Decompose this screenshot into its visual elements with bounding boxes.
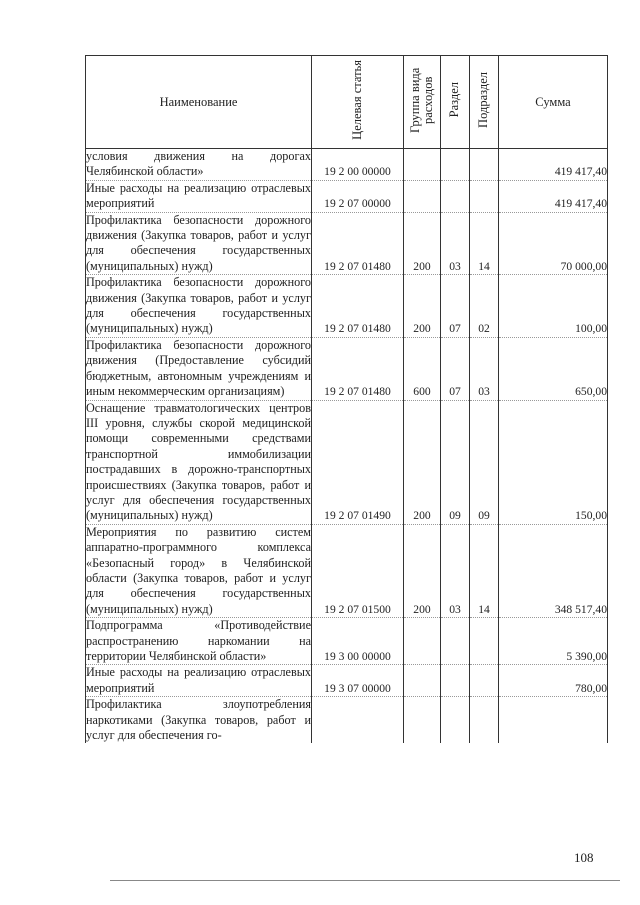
row-name: Мероприятия по развитию систем аппаратно-программного комплекса «Безопасный город» в Челябинской области (Закупка товаров, работ и услуг для обеспечения государственных (муниципальных) нужд) <box>86 524 311 616</box>
header-target-article-label: Целевая статья <box>349 60 364 140</box>
row-sum <box>499 697 608 744</box>
table-row <box>86 275 608 338</box>
row-subsection <box>470 697 499 744</box>
row-expense-group <box>404 618 441 665</box>
row-sum: 780,00 <box>499 665 608 697</box>
header-subsection <box>470 56 499 149</box>
table-row <box>86 149 608 181</box>
header-section <box>441 56 470 149</box>
row-name: Подпрограмма «Противодействие распространению наркомании на территории Челябинской области» <box>86 618 311 663</box>
header-expense-group <box>404 56 441 149</box>
row-section: 03 <box>441 524 470 617</box>
row-sum: 70 000,00 <box>499 212 608 275</box>
header-target-article <box>312 56 404 149</box>
row-section <box>441 618 470 665</box>
header-sum: Сумма <box>499 56 608 149</box>
row-target-article <box>312 697 404 744</box>
table-row <box>86 697 608 744</box>
row-subsection: 09 <box>470 400 499 524</box>
row-section: 07 <box>441 337 470 400</box>
table-row <box>86 400 608 524</box>
row-subsection <box>470 665 499 697</box>
row-name: Иные расходы на реализацию отраслевых мероприятий <box>86 180 311 211</box>
table-row <box>86 180 608 212</box>
row-subsection <box>470 618 499 665</box>
row-sum: 419 417,40 <box>499 180 608 212</box>
row-name: Профилактика злоупотребления наркотиками (Закупка товаров, работ и услуг для обеспечения го- <box>86 697 311 743</box>
row-expense-group <box>404 697 441 744</box>
table-header-row <box>86 56 608 149</box>
table-row <box>86 337 608 400</box>
row-sum: 5 390,00 <box>499 618 608 665</box>
row-expense-group: 600 <box>404 337 441 400</box>
row-sum: 650,00 <box>499 337 608 400</box>
row-sum: 150,00 <box>499 400 608 524</box>
row-expense-group: 200 <box>404 212 441 275</box>
row-target-article: 19 2 07 00000 <box>312 180 404 212</box>
row-subsection: 02 <box>470 275 499 338</box>
header-name: Наименование <box>86 56 312 149</box>
row-sum: 348 517,40 <box>499 524 608 617</box>
header-section-label: Раздел <box>447 82 462 118</box>
row-section <box>441 697 470 744</box>
row-subsection <box>470 149 499 181</box>
footer-divider <box>110 880 620 881</box>
row-sum: 419 417,40 <box>499 149 608 181</box>
row-target-article: 19 3 07 00000 <box>312 665 404 697</box>
row-target-article: 19 2 07 01500 <box>312 524 404 617</box>
row-subsection: 14 <box>470 524 499 617</box>
page-number: 108 <box>574 850 594 865</box>
row-target-article: 19 2 07 01480 <box>312 275 404 338</box>
row-expense-group <box>404 149 441 181</box>
row-expense-group: 200 <box>404 524 441 617</box>
row-sum: 100,00 <box>499 275 608 338</box>
row-name: условия движения на дорогах Челябинской области» <box>86 149 311 179</box>
row-expense-group: 200 <box>404 400 441 524</box>
row-section: 03 <box>441 212 470 275</box>
budget-table <box>85 55 608 743</box>
row-expense-group: 200 <box>404 275 441 338</box>
row-target-article: 19 2 00 00000 <box>312 149 404 181</box>
row-name: Профилактика безопасности дорожного движения (Закупка товаров, работ и услуг для обеспечения государственных (муниципальных) нужд) <box>86 212 311 273</box>
row-target-article: 19 2 07 01490 <box>312 400 404 524</box>
row-subsection: 03 <box>470 337 499 400</box>
row-section <box>441 665 470 697</box>
table-row <box>86 618 608 665</box>
header-expense-group-label: Группа вида расходов <box>407 67 435 133</box>
row-target-article: 19 2 07 01480 <box>312 212 404 275</box>
row-target-article: 19 3 00 00000 <box>312 618 404 665</box>
row-subsection <box>470 180 499 212</box>
table-row <box>86 212 608 275</box>
row-subsection: 14 <box>470 212 499 275</box>
row-section <box>441 180 470 212</box>
row-expense-group <box>404 665 441 697</box>
row-name: Оснащение травматологических центров III уровня, службы скорой медицинской помощи современными средствами транспортной иммобилизации пострадавших в дорожно-транспортных происшествиях (Закупка товаров, работ и услуг для обеспечения государственных (муниципальных) нужд) <box>86 400 311 523</box>
row-section: 09 <box>441 400 470 524</box>
row-expense-group <box>404 180 441 212</box>
row-target-article: 19 2 07 01480 <box>312 337 404 400</box>
row-name: Профилактика безопасности дорожного движения (Предоставление субсидий бюджетным, автономным учреждениям и иным некоммерческим организациям) <box>86 337 311 399</box>
row-section <box>441 149 470 181</box>
table-row <box>86 665 608 697</box>
header-subsection-label: Подраздел <box>476 72 491 128</box>
row-section: 07 <box>441 275 470 338</box>
table-row <box>86 524 608 617</box>
row-name: Профилактика безопасности дорожного движения (Закупка товаров, работ и услуг для обеспечения государственных (муниципальных) нужд) <box>86 275 311 336</box>
row-name: Иные расходы на реализацию отраслевых мероприятий <box>86 665 311 695</box>
